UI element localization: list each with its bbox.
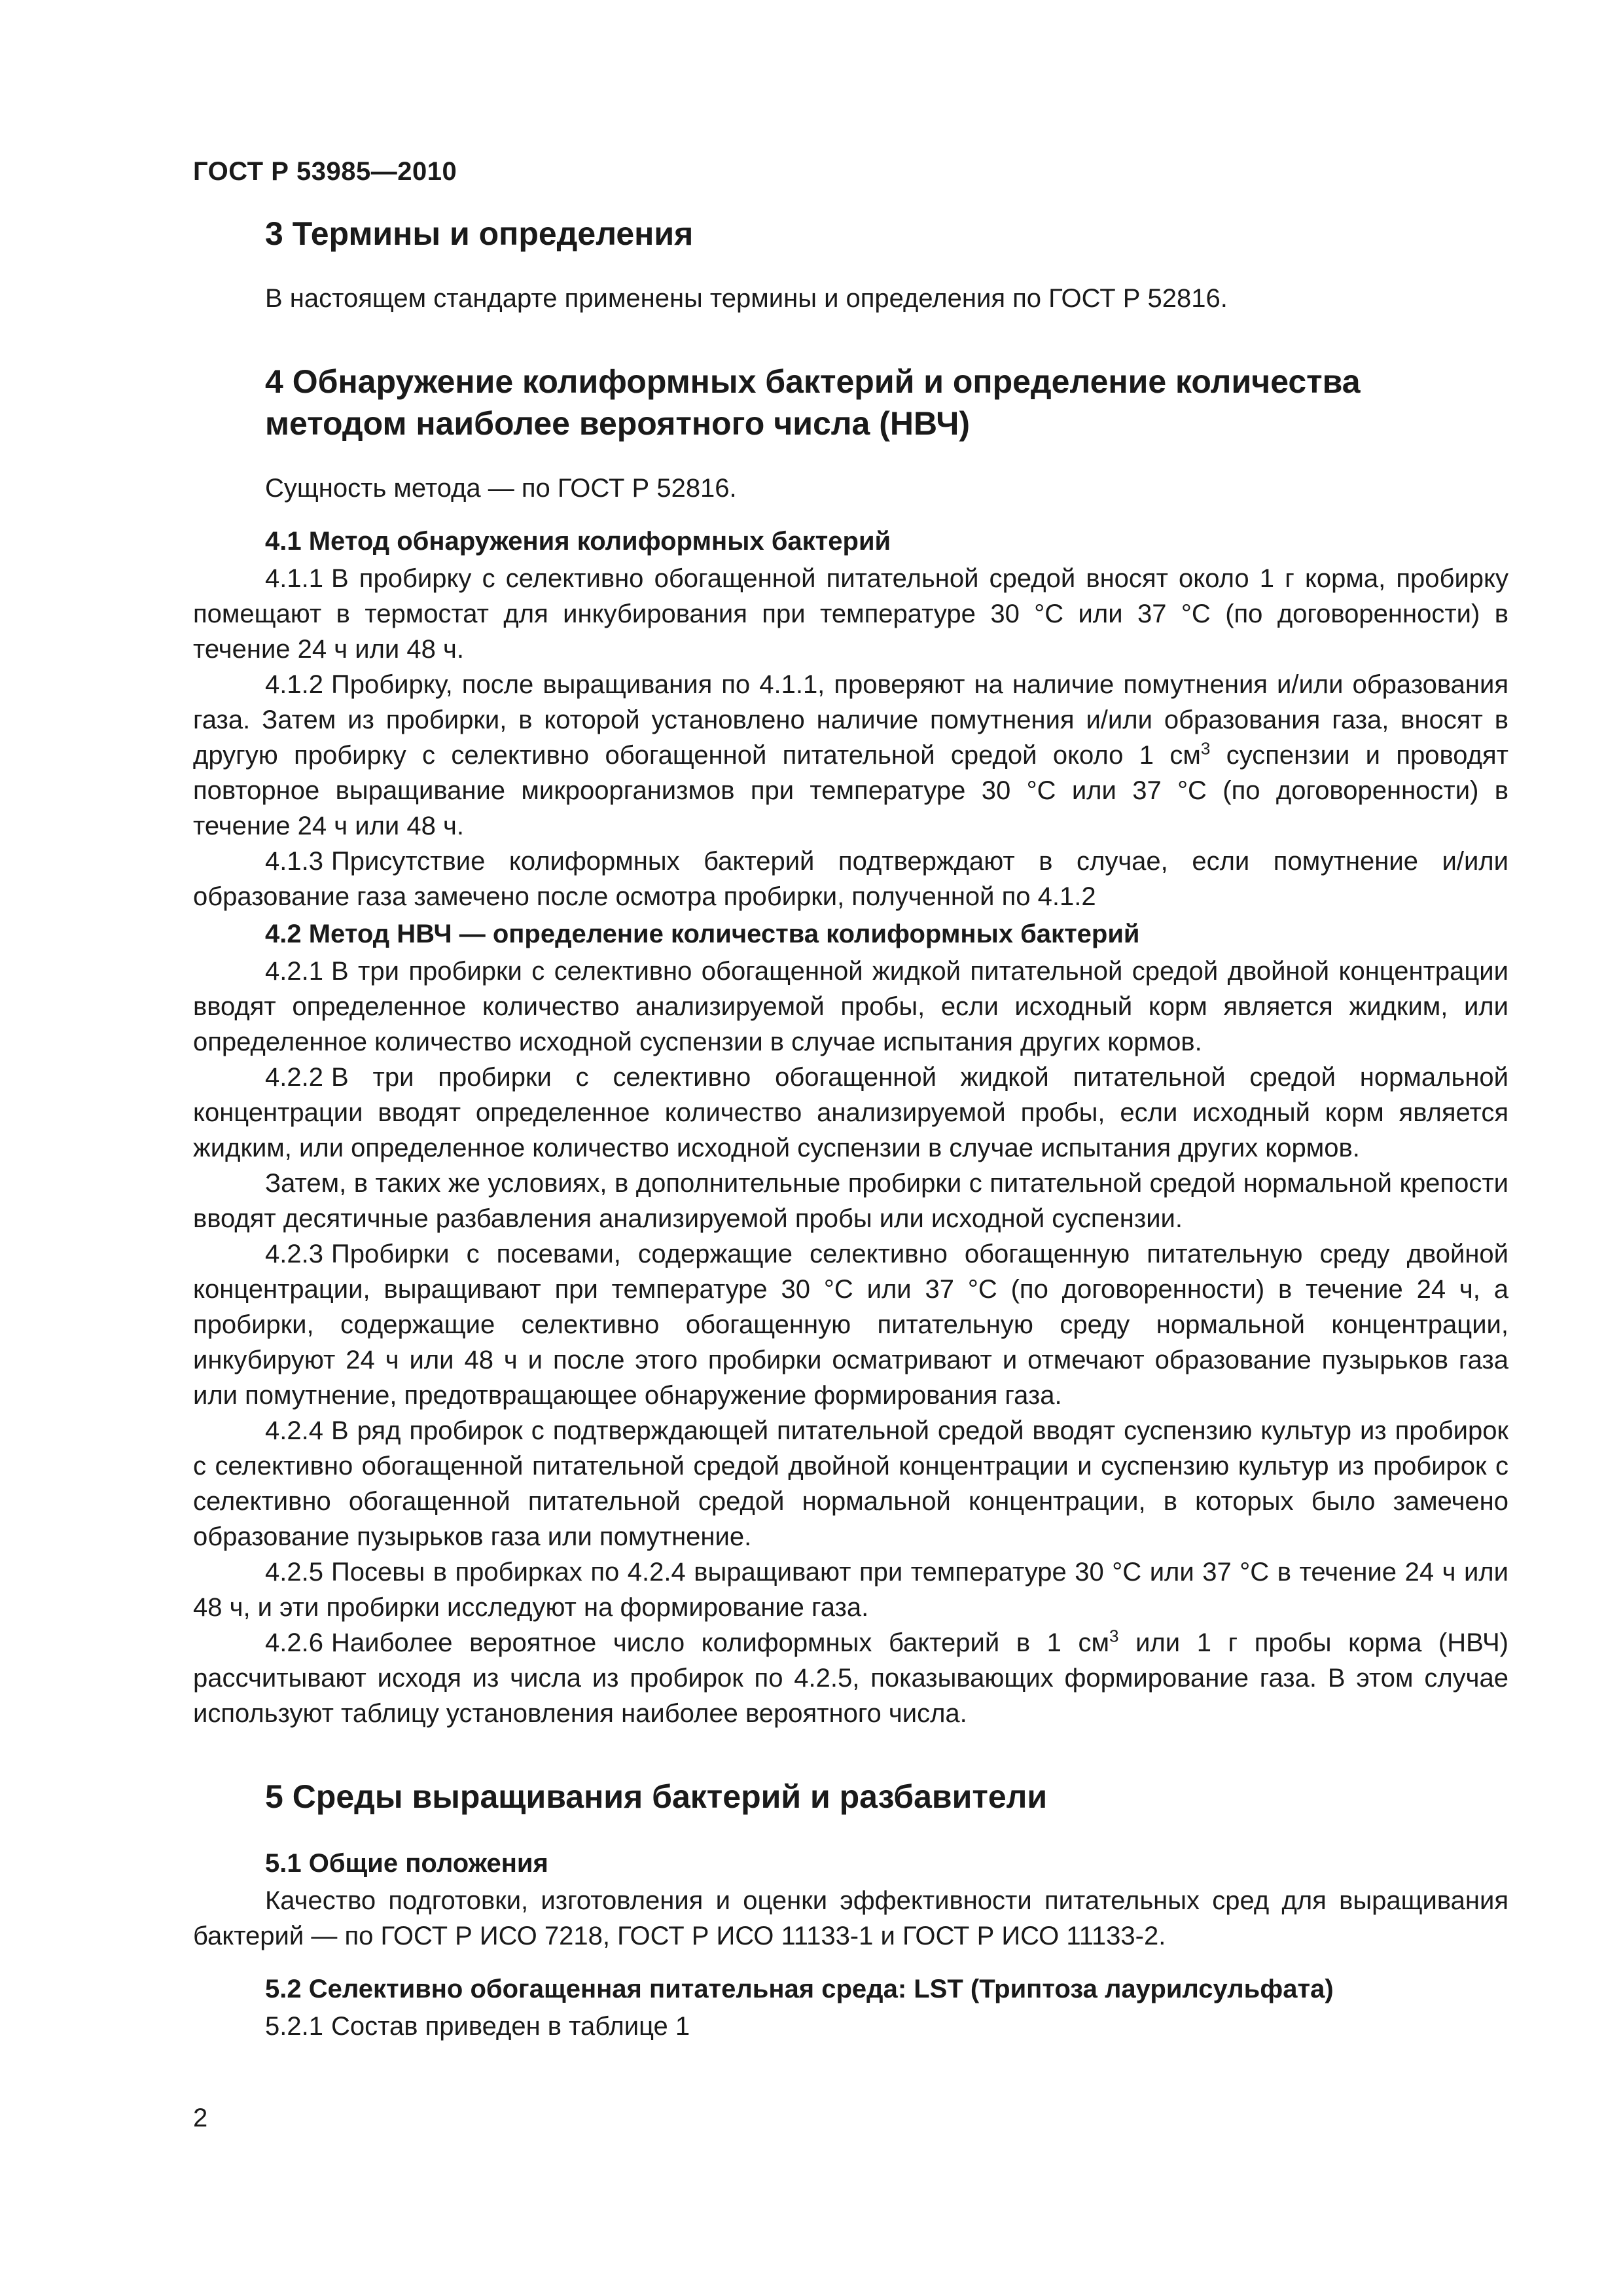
paragraph-4-1-2: 4.1.2 Пробирку, после выращивания по 4.1.1, проверяют на наличие помутнения и/или образования газа. Затем из пробирки, в которой установлено наличие помутнения и/или образования газа, вносят в другую пробирку с селективно обогащенной питательной средой около 1 $см^3$ суспензии и проводят повторное выращивание микроорганизмов при температуре 30 °С или 37 °С (по договоренности) в течение 24 ч или 48 ч. bbox=[193, 670, 1508, 840]
subsection-4-2-title: 4.2 Метод НВЧ — определение количества колиформных бактерий bbox=[265, 920, 1140, 948]
paragraph-4-2-2-continued: Затем, в таких же условиях, в дополнительные пробирки с питательной средой нормальной крепости вводят десятичные разбавления анализируемой пробы или исходной суспензии. bbox=[193, 1169, 1508, 1233]
paragraph-4-1-3: 4.1.3 Присутствие колиформных бактерий подтверждают в случае, если помутнение и/или образование газа замечено после осмотра пробирки, полученной по 4.1.2 bbox=[193, 847, 1508, 911]
paragraph-4-2-4: 4.2.4 В ряд пробирок с подтверждающей питательной средой вводят суспензию культур из пробирок с селективно обогащенной питательной средой двойной концентрации и суспензию культур из пробирок с селективно обогащенной питательной средой нормальной концентрации, в которых было замечено образование пузырьков газа или помутнение. bbox=[193, 1416, 1508, 1551]
document-code-header: ГОСТ Р 53985—2010 bbox=[193, 157, 457, 186]
subsection-5-1-title: 5.1 Общие положения bbox=[265, 1849, 548, 1878]
section-4-title-line1: 4 Обнаружение колиформных бактерий и определение количества bbox=[265, 363, 1361, 400]
subsection-4-1-title: 4.1 Метод обнаружения колиформных бактерий bbox=[265, 527, 891, 556]
document-body bbox=[193, 213, 1508, 2044]
paragraph-4-2-6: 4.2.6 Наиболее вероятное число колиформных бактерий в 1 $см^3$ или 1 г пробы корма (НВЧ) рассчитывают исходя из числа из пробирок по 4.2.5, показывающих формирование газа. В этом случае используют таблицу установления наиболее вероятного числа. bbox=[193, 1626, 1508, 1728]
paragraph-5-2-1: 5.2.1 Состав приведен в таблице 1 bbox=[265, 2012, 690, 2041]
paragraph-5-1: Качество подготовки, изготовления и оценки эффективности питательных сред для выращивания бактерий — по ГОСТ Р ИСО 7218, ГОСТ Р ИСО 11133-1 и ГОСТ Р ИСО 11133-2. bbox=[193, 1886, 1508, 1950]
section-4-title bbox=[265, 361, 1508, 444]
paragraph-4-2-1: 4.2.1 В три пробирки с селективно обогащенной жидкой питательной средой двойной концентрации вводят определенное количество анализируемой пробы, если исходный корм является жидким, или определенное количество исходной суспензии в случае испытания других кормов. bbox=[193, 957, 1508, 1056]
section-3-paragraph: В настоящем стандарте применены термины и определения по ГОСТ Р 52816. bbox=[265, 284, 1228, 313]
section-5-title: 5 Среды выращивания бактерий и разбавители bbox=[265, 1778, 1048, 1815]
paragraph-4-1-1: 4.1.1 В пробирку с селективно обогащенной питательной средой вносят около 1 г корма, пробирку помещают в термостат для инкубирования при температуре 30 °С или 37 °С (по договоренности) в течение 24 ч или 48 ч. bbox=[193, 564, 1508, 664]
section-4-title-line2: методом наиболее вероятного числа (НВЧ) bbox=[265, 405, 970, 442]
paragraph-4-2-3: 4.2.3 Пробирки с посевами, содержащие селективно обогащенную питательную среду двойной концентрации, выращивают при температуре 30 °С или 37 °С (по договоренности) в течение 24 ч, а пробирки, содержащие селективно обогащенную питательную среду нормальной концентрации, инкубируют 24 ч или 48 ч и после этого пробирки осматривают и отмечают образование пузырьков газа или помутнение, предотвращающее обнаружение формирования газа. bbox=[193, 1240, 1508, 1410]
paragraph-4-2-2: 4.2.2 В три пробирки с селективно обогащенной жидкой питательной средой нормальной концентрации вводят определенное количество анализируемой пробы, если исходный корм является жидким, или определенное количество исходной суспензии в случае испытания других кормов. bbox=[193, 1063, 1508, 1162]
document-page bbox=[193, 157, 1508, 2147]
section-3-title: 3 Термины и определения bbox=[265, 215, 694, 252]
page-number: 2 bbox=[193, 2104, 208, 2132]
paragraph-4-2-5: 4.2.5 Посевы в пробирках по 4.2.4 выращивают при температуре 30 °С или 37 °С в течение 24 ч или 48 ч, и эти пробирки исследуют на формирование газа. bbox=[193, 1558, 1508, 1622]
method-essence: Сущность метода — по ГОСТ Р 52816. bbox=[265, 474, 737, 503]
subsection-5-2-title: 5.2 Селективно обогащенная питательная среда: LST (Триптоза лаурилсульфата) bbox=[265, 1975, 1334, 2003]
